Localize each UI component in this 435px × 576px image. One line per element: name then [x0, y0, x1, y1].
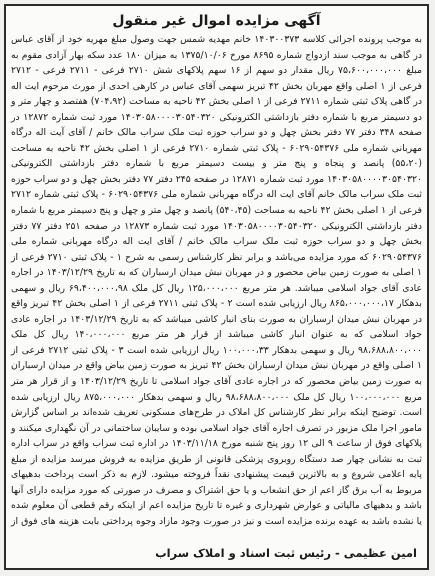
notice-frame: [4, 4, 429, 570]
notice-body: به موجب پرونده اجرائی کلاسه ۱۴۰۳۰۰۳۷۳ خانم مهدیه شمس جهت وصول مبلغ مهریه خود از آقای عباس در گاهی به موجب سند ازدواج شماره ۸۶۹۵ مورخ ۱۳۷۵/۱۰/۰۶ به میزان ۱۸۰ عدد سکه بهار آزادی مقوم به مبلغ ۷۵،۶۰۰،۰۰۰،۰۰۰ ریال مقدار دو سهم از ۱۶ سهم پلاکهای شش ۲۷۱۰ فرعی - ۲۷۱۱ فرعی - ۲۷۱۲ فرعی از ۱ اصلی واقع مهربان بخش ۴۲ تبریز سهمی آقای عباس در کارهی احدی از مورث مرحوم ایت اله در گاهی پلاک ثبتی شماره ۲۷۱۱ فرعی از ۱ اصلی بخش ۴۲ ناحیه به مساحت (۷۰۴،۹۲) هفتصد و چهار متر و دو دسیمتر مربع با شماره دفتر بازداشتی الکترونیکی ۱۴۰۳۰۵۸۰۰۰۰۳۰۵۴۰۳۲۰ مورد ثبت شماره ۱۲۸۷۲ در صفحه ۳۴۸ دفتر ۷۷ دفتر بخش چهل و دو سراب حوزه ثبت ملک سراب مالک خانم / آقای آیت اله درگاه مهربانی شماره ملی ۶۰۲۹۰۵۴۳۷۶ - پلاک ثبتی شماره ۲۷۱۰ فرعی از ۱ اصلی بخش ۴۲ ناحیه به مساحت (۵۵،۲۰) پانصد و پنجاه و پنج متر و بیست دسیمتر مربع با شماره دفتر بازداشتی الکترونیکی ۱۴۰۳۰۵۸۰۰۰۰۳۰۵۴۰۳۲۰ مورد ثبت شماره ۱۲۸۷۱ در صفحه ۲۴۵ دفتر ۷۷ دفتر بخش چهل و دو سراب حوزه ثبت ملک سراب مالک خانم آقای ایت اله درگاه مهربانی شماره ملی ۶۰۲۹۰۵۴۳۷۶ - پلاک ثبتی شماره ۲۷۱۲ فرعی از ۱ اصلی بخش ۴۲ ناحیه به مساحت (۵۴۰،۴۵) پانصد و چهل متر و چهل و پنج دسیمتر مربع با شماره دفتر بازداشتی الکترونیکی ۱۴۰۳۰۵۸۰۰۰۰۳۰۵۴۰۳۲۰ مورد ثبت شماره ۱۲۸۷۳ در صفحه ۲۵۱ دفتر ۷۷ دفتر بخش چهل و دو سراب حوزه ثبت ملک سراب مالک خانم / آقای ایت اله درگاه مهربانی شماره ملی ۶۰۲۹۰۵۴۳۷۶ که مورد مزایده می‌باشد و برابر نظر کارشناس رسمی به شرح ۱ - پلاک ثبتی ۲۷۱۰ فرعی از ۱ اصلی به صورت زمین بیاض محصور و در مهربان نبش میدان ارسباران که به تاریخ ۱۴۰۳/۱۲/۲۹ در اجاره عادی آقای جواد اسلامی میباشد. هر متر مربع ۱۲۵،۰۰۰،۰۰۰ ریال کل ملک ۶۹،۴۰۰،۰۰۰،۹۸ ریال و سهمی بدهکار ۸۶۵،۰۰۰،۰۰۰،۱۷ ریال ارزیابی شده است ۲ - پلاک ثبتی ۲۷۱۱ فرعی از ۱ اصلی بخش ۴۲ تبریز واقع در مهربان نبش میدان ارسباران به صورت بنای انبار کاشی میباشد که به تاریخ ۱۴۰۳/۱۲/۲۹ در اجاره عادی جواد اسلامی که به عنوان انبار کاشی میباشد از قرار هر متر مربع ۱۴۰،۰۰۰،۰۰۰ ریال کل ملک ۹۸،۶۸۸،۸۰۰،۰۰۰ ریال و سهمی بدهکار ۱۰۰،۰۰۰،۳۳ ریال ارزیابی شده است ۳ - پلاک ثبتی ۲۷۱۲ فرعی از ۱ اصلی واقع در مهربان نبش میدان ارسباران بخش ۴۲ تبریز به صورت زمین بیاض واقع در میدان ارسباران به صورت زمین بیاض محصور که در اجاره عادی آقای جواد اسلامی تا تاریخ ۱۴۰۳/۱۲/۲۹ و از قرار هر متر مربع ۱۰۰،۰۰۰،۰۰۰ ریال کل ملک ۹۸،۶۸۸،۸۰۰،۰۰۰ ریال و سهمی بدهکار ۸۷۵،۰۰۰،۰۰۰ ریال ارزیابی شده است. توضیح اینکه برابر نظر کارشناس کل املاک در طرح‌های مسکونی تعریف شده‌اند بر اساس گزارش مامور اجرا ملک مزبور در تصرف اجاره آقای جواد اسلامی بوده و سایبان ساختمانی در آن نگهداری میکنند و پلاکهای فوق از ساعت ۹ الی ۱۲ روز پنج شنبه مورخ ۱۴۰۳/۱۱/۱۸ در اداره ثبت سراب واقع در سراب اداره ثبت به نشانی چهار صد دستگاه روبروی پزشکی قانونی از طریق مزایده به فروش میرسد مزایده از مبلغ پایه اعلامی شروع و به بالاترین قیمت پیشنهادی نقداً فروخته میشود. لازم به ذکر است پرداخت بدهیهای مربوط به آب برق گاز اعم از حق انشعاب و یا حق اشتراک و مصرف در صورتی که مورد مزایده دارای آنها باشد و بدهیهای مالیاتی و عوارض شهرداری و غیره تا تاریخ مزایده اعم از اینکه رقم قطعی آن معلوم شده یا نشده باشد به عهده برنده مزایده است و نیز در صورت وجود مازاد وجوه پرداختی بابت هزینه های فوق از: [11, 34, 423, 527]
notice-title: آگهی مزایده اموال غیر منقول: [112, 13, 321, 29]
notice-signature: امین عظیمی - رئیس ثبت اسناد و املاک سراب: [155, 546, 417, 560]
